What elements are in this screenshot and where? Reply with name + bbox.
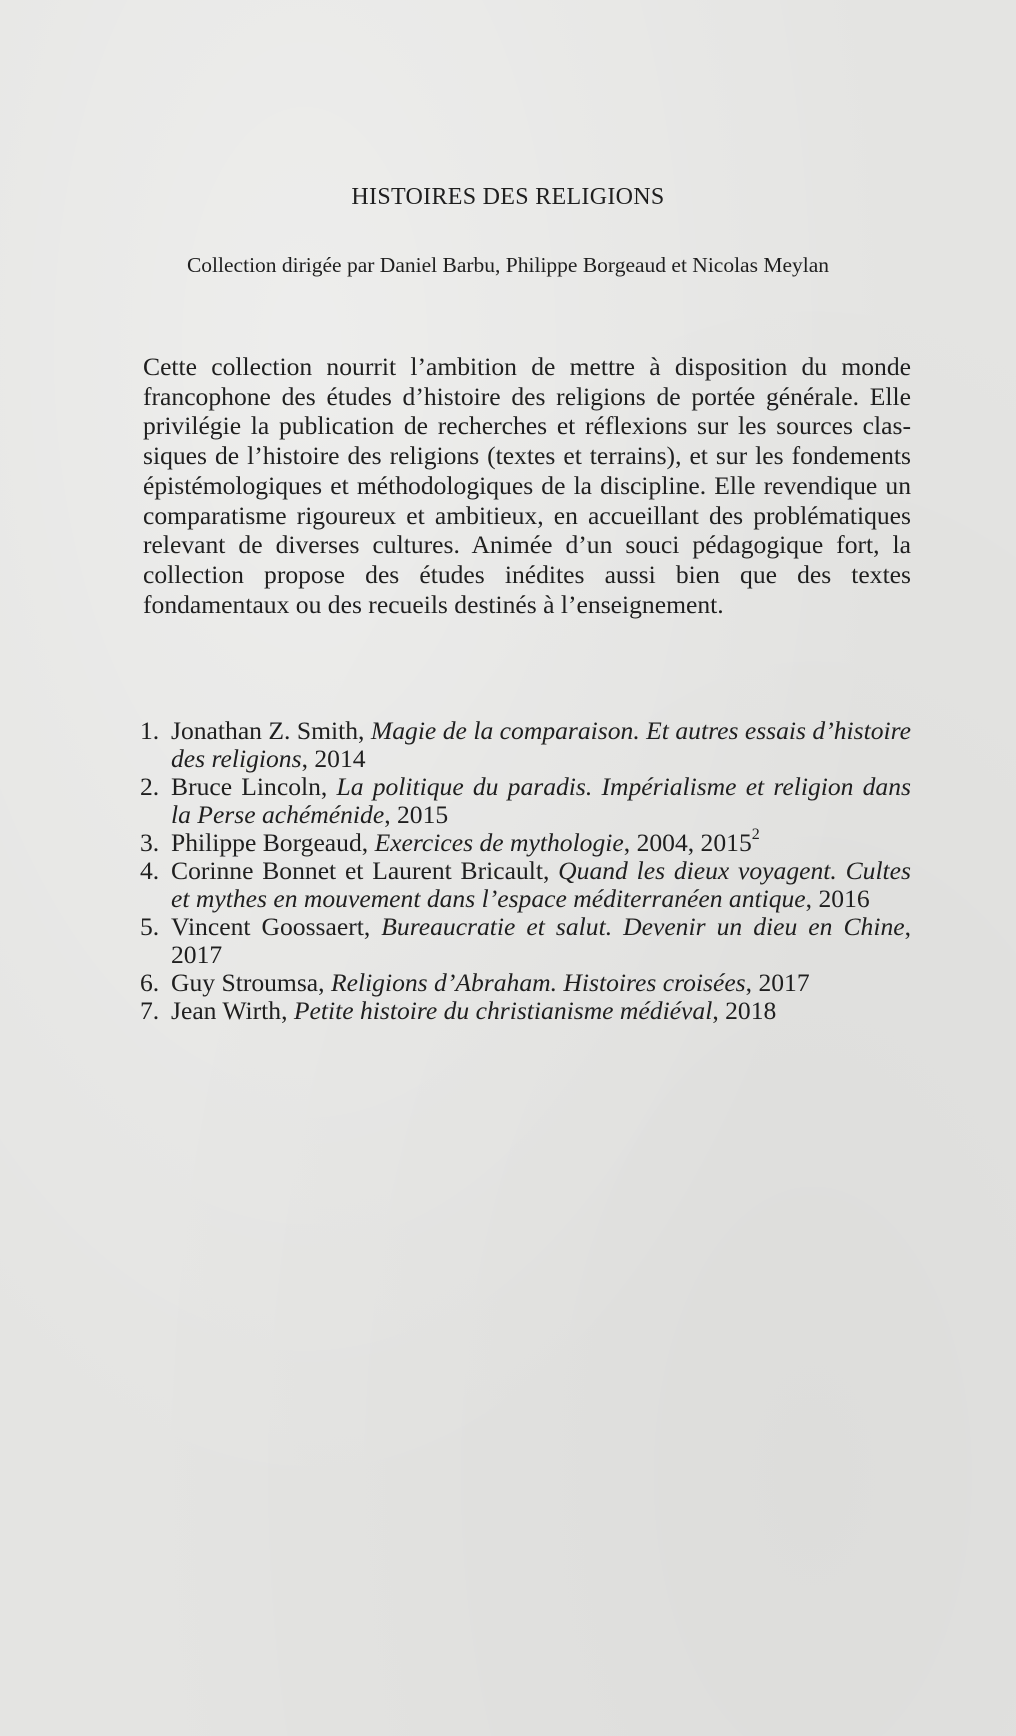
list-item xyxy=(0,773,1016,829)
item-number: 5. xyxy=(140,912,160,941)
item-number: 4. xyxy=(140,856,160,885)
book-title: Petite histoire du christianisme médiéval xyxy=(293,996,713,1025)
book-title: Quand les dieux voyagent. Cultes et mythes en mouvement dans l’espace méditerranéen antique xyxy=(171,856,911,913)
book-year: , 2015 xyxy=(384,800,449,829)
book-entry xyxy=(171,773,911,829)
item-number: 1. xyxy=(140,716,160,745)
book-title: Religions d’Abraham. Histoires croisées xyxy=(330,968,746,997)
item-number: 2. xyxy=(140,772,160,801)
list-item xyxy=(0,717,1016,773)
series-title: HISTOIRES DES RELIGIONS xyxy=(351,184,665,210)
book-title: Exercices de mythologie xyxy=(374,828,624,857)
list-item xyxy=(0,969,1016,997)
list-item xyxy=(0,913,1016,969)
book-year: , 2014 xyxy=(301,744,366,773)
item-number: 6. xyxy=(140,968,160,997)
book-entry xyxy=(171,857,911,913)
book-year: , 2016 xyxy=(805,884,870,913)
book-author: Corinne Bonnet et Laurent Bricault, xyxy=(171,856,559,885)
book-year: , 2017 xyxy=(171,912,912,969)
book-year: , 2018 xyxy=(712,996,777,1025)
book-entry xyxy=(171,717,911,773)
book-author: Bruce Lincoln, xyxy=(171,772,337,801)
book-author: Vincent Goossaert, xyxy=(171,912,382,941)
book-title: La politique du paradis. Impérialisme et religion dans la Perse achéménide xyxy=(171,772,911,829)
book-entry xyxy=(171,913,911,969)
book-entry xyxy=(171,826,911,857)
book-year: , 2017 xyxy=(745,968,810,997)
list-item xyxy=(0,826,1016,857)
item-number: 7. xyxy=(140,996,160,1025)
item-number: 3. xyxy=(140,828,160,857)
edition-superscript: 2 xyxy=(751,826,760,844)
book-title: Magie de la comparaison. Et autres essais d’histoire des religions xyxy=(171,716,912,773)
book-author: Jonathan Z. Smith, xyxy=(171,716,371,745)
book-year: , 2004, 2015 xyxy=(623,828,752,857)
list-item xyxy=(0,857,1016,913)
book-title: Bureaucratie et salut. Devenir un dieu en Chine xyxy=(381,912,905,941)
list-item xyxy=(0,997,1016,1025)
collection-editors: Collection dirigée par Daniel Barbu, Philippe Borgeaud et Nicolas Meylan xyxy=(186,253,830,277)
book-entry xyxy=(171,969,911,997)
book-author: Guy Stroumsa, xyxy=(171,968,331,997)
book-author: Philippe Borgeaud, xyxy=(171,828,375,857)
book-entry xyxy=(171,997,911,1025)
book-author: Jean Wirth, xyxy=(171,996,294,1025)
book-list xyxy=(0,717,1016,1025)
collection-description: Cette collection nourrit l’ambition de mettre à disposition du monde francophone des études d’histoire des religions de portée générale. Elle privilégie la publication de recherches et réflexions sur les sources classiques de l’histoire des religions (textes et terrains), et sur les fondements épistémologiques et méthodologiques de la discipline. Elle revendique un comparatisme rigoureux et ambitieux, en accueillant des problématiques relevant de diverses cultures. Animée d’un souci pédagogique fort, la collection propose des études inédites aussi bien que des textes fondamentaux ou des recueils destinés à l’enseignement. xyxy=(143,352,911,619)
